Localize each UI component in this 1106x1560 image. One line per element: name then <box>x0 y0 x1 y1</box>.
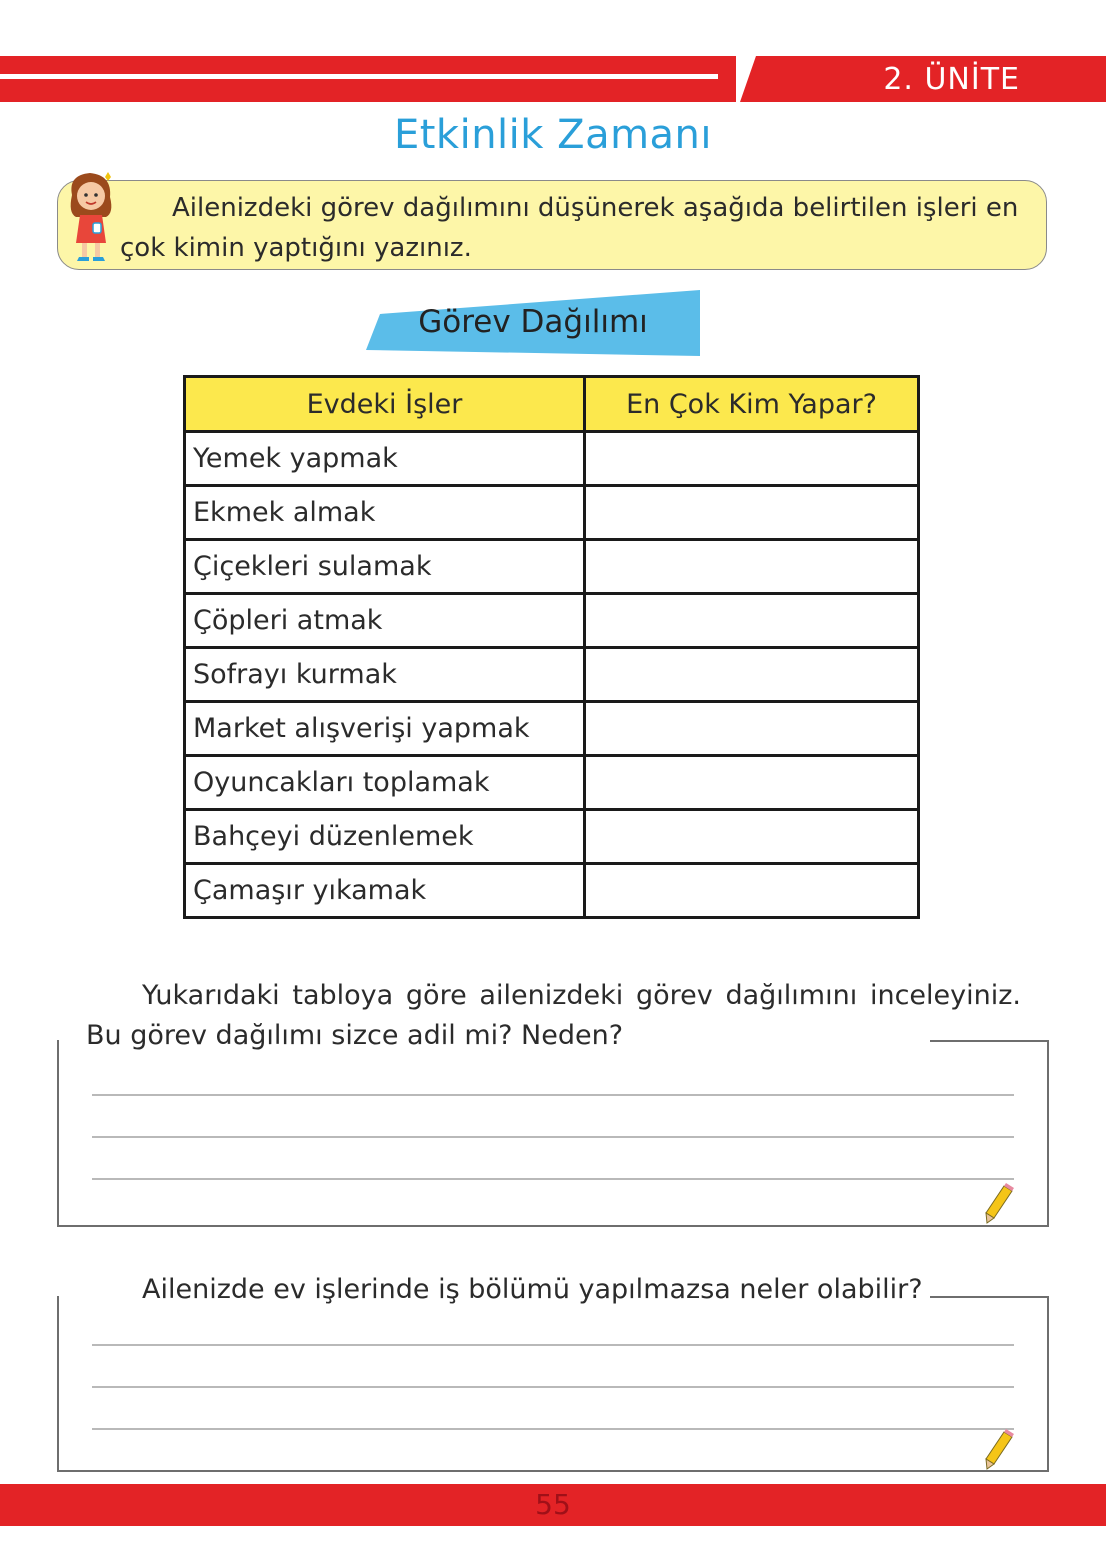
header-band-stripe <box>0 74 718 79</box>
table-row <box>185 702 919 756</box>
table-row <box>185 486 919 540</box>
table-header-row <box>185 377 919 432</box>
answer-box-2[interactable] <box>57 1296 1049 1472</box>
table-row <box>185 648 919 702</box>
instruction-text <box>120 188 1025 268</box>
answer-cell[interactable] <box>585 756 919 810</box>
table-header-who: En Çok Kim Yapar? <box>585 377 919 432</box>
header-band-left <box>0 56 736 102</box>
writing-line <box>92 1136 1014 1138</box>
answer-cell[interactable] <box>585 540 919 594</box>
section-tag-label: Görev Dağılımı <box>418 304 648 340</box>
answer-box-1[interactable] <box>57 1040 1049 1227</box>
answer-box-2-top <box>930 1296 1048 1298</box>
chore-cell: Market alışverişi yapmak <box>185 702 585 756</box>
table-header-chores: Evdeki İşler <box>185 377 585 432</box>
table-row <box>185 540 919 594</box>
answer-cell[interactable] <box>585 486 919 540</box>
chore-cell: Oyuncakları toplamak <box>185 756 585 810</box>
writing-line <box>92 1428 1014 1430</box>
answer-box-1-top <box>930 1040 1048 1042</box>
table-row <box>185 756 919 810</box>
table-row <box>185 864 919 918</box>
writing-line <box>92 1178 1014 1180</box>
chore-cell: Çöpleri atmak <box>185 594 585 648</box>
answer-cell[interactable] <box>585 648 919 702</box>
unit-label: 2. ÜNİTE <box>883 62 1020 97</box>
pencil-icon <box>980 1428 1016 1470</box>
chore-cell: Bahçeyi düzenlemek <box>185 810 585 864</box>
question-1-text: Yukarıdaki tabloya göre ailenizdeki görev dağılımını inceleyiniz. Bu görev dağılımı sizce adil mi? Neden? <box>86 980 1021 1051</box>
instruction-content: Ailenizdeki görev dağılımını düşünerek aşağıda belirtilen işleri en çok kimin yaptığını yazınız. <box>120 193 1019 263</box>
question-2: Ailenizde ev işlerinde iş bölümü yapılmazsa neler olabilir? <box>142 1274 923 1305</box>
table-row <box>185 432 919 486</box>
chore-cell: Çiçekleri sulamak <box>185 540 585 594</box>
chore-cell: Sofrayı kurmak <box>185 648 585 702</box>
table-row <box>185 594 919 648</box>
answer-cell[interactable] <box>585 864 919 918</box>
page-number: 55 <box>535 1488 571 1521</box>
writing-line <box>92 1094 1014 1096</box>
pencil-icon <box>980 1182 1016 1224</box>
answer-cell[interactable] <box>585 432 919 486</box>
chores-table <box>183 375 920 919</box>
chore-cell: Çamaşır yıkamak <box>185 864 585 918</box>
table-row <box>185 810 919 864</box>
answer-cell[interactable] <box>585 594 919 648</box>
chore-cell: Ekmek almak <box>185 486 585 540</box>
page-title: Etkinlik Zamanı <box>393 112 713 158</box>
girl-illustration-icon <box>60 165 122 265</box>
chore-cell: Yemek yapmak <box>185 432 585 486</box>
writing-line <box>92 1386 1014 1388</box>
writing-line <box>92 1344 1014 1346</box>
answer-cell[interactable] <box>585 810 919 864</box>
answer-cell[interactable] <box>585 702 919 756</box>
